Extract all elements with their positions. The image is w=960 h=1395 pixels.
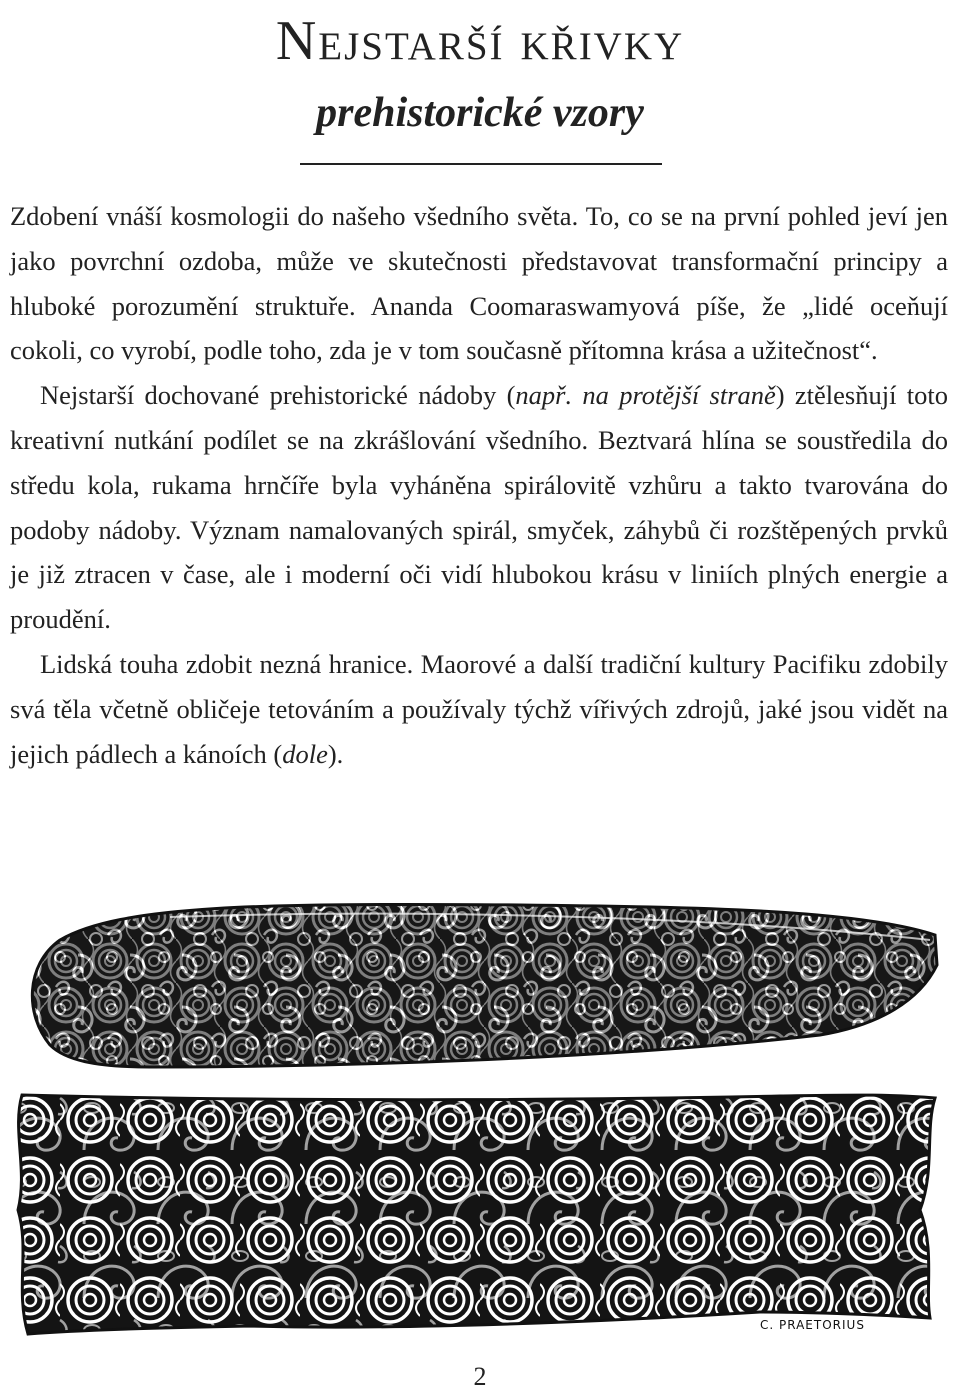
paragraph-1: Zdobení vnáší kosmologii do našeho všedního světa. To, co se na první pohled jeví jen jako povrchní ozdoba, může ve skutečnosti představovat transformační principy a hluboké porozumění struktuře. Ananda Coomaraswamyová píše, že „lidé oceňují cokoli, co vyrobí, podle toho, zda je v tom současně přítomna krása a užitečnost“. [10,201,948,366]
page-subtitle: prehistorické vzory [316,90,644,136]
canoe-carving-illustration [0,895,960,1090]
paragraph-2 [10,373,948,642]
title-divider [300,163,662,165]
body-text [10,194,948,776]
page-number: 2 [473,1362,487,1391]
paddle-carving-illustration [0,1090,960,1350]
illustrator-signature: C. PRAETORIUS [760,1318,865,1332]
paragraph-3-part-a: Lidská touha zdobit nezná hranice. Maorové a další tradiční kultury Pacifiku zdobily svá těla včetně obličeje tetováním a používaly týchž vířivých zdrojů, jaké jsou vidět na jejich pádlech a kánoích ( [10,648,948,769]
paragraph-2-part-a: Nejstarší dochované prehistorické nádoby ( [40,380,516,411]
paragraph-2-emphasis: např. na protější straně [515,380,776,411]
paragraph-3 [10,642,948,776]
paragraph-3-emphasis: dole [282,738,328,769]
page-title: Nejstarší křivky [275,10,685,72]
paragraph-2-part-b: ) ztělesňují toto kreativní nutkání podílet se na zkrášlování všedního. Beztvará hlína se soustředila do středu kola, rukama hrnčíře byla vyháněna spirálovitě vzhůru a takto tvarována do podoby nádoby. Význam namalovaných spirál, smyček, záhybů či rozštěpených prvků je již ztracen v čase, ale i moderní oči vidí hlubokou krásu v liniích plných energie a proudění. [10,380,948,635]
paragraph-3-part-b: ). [327,738,344,769]
